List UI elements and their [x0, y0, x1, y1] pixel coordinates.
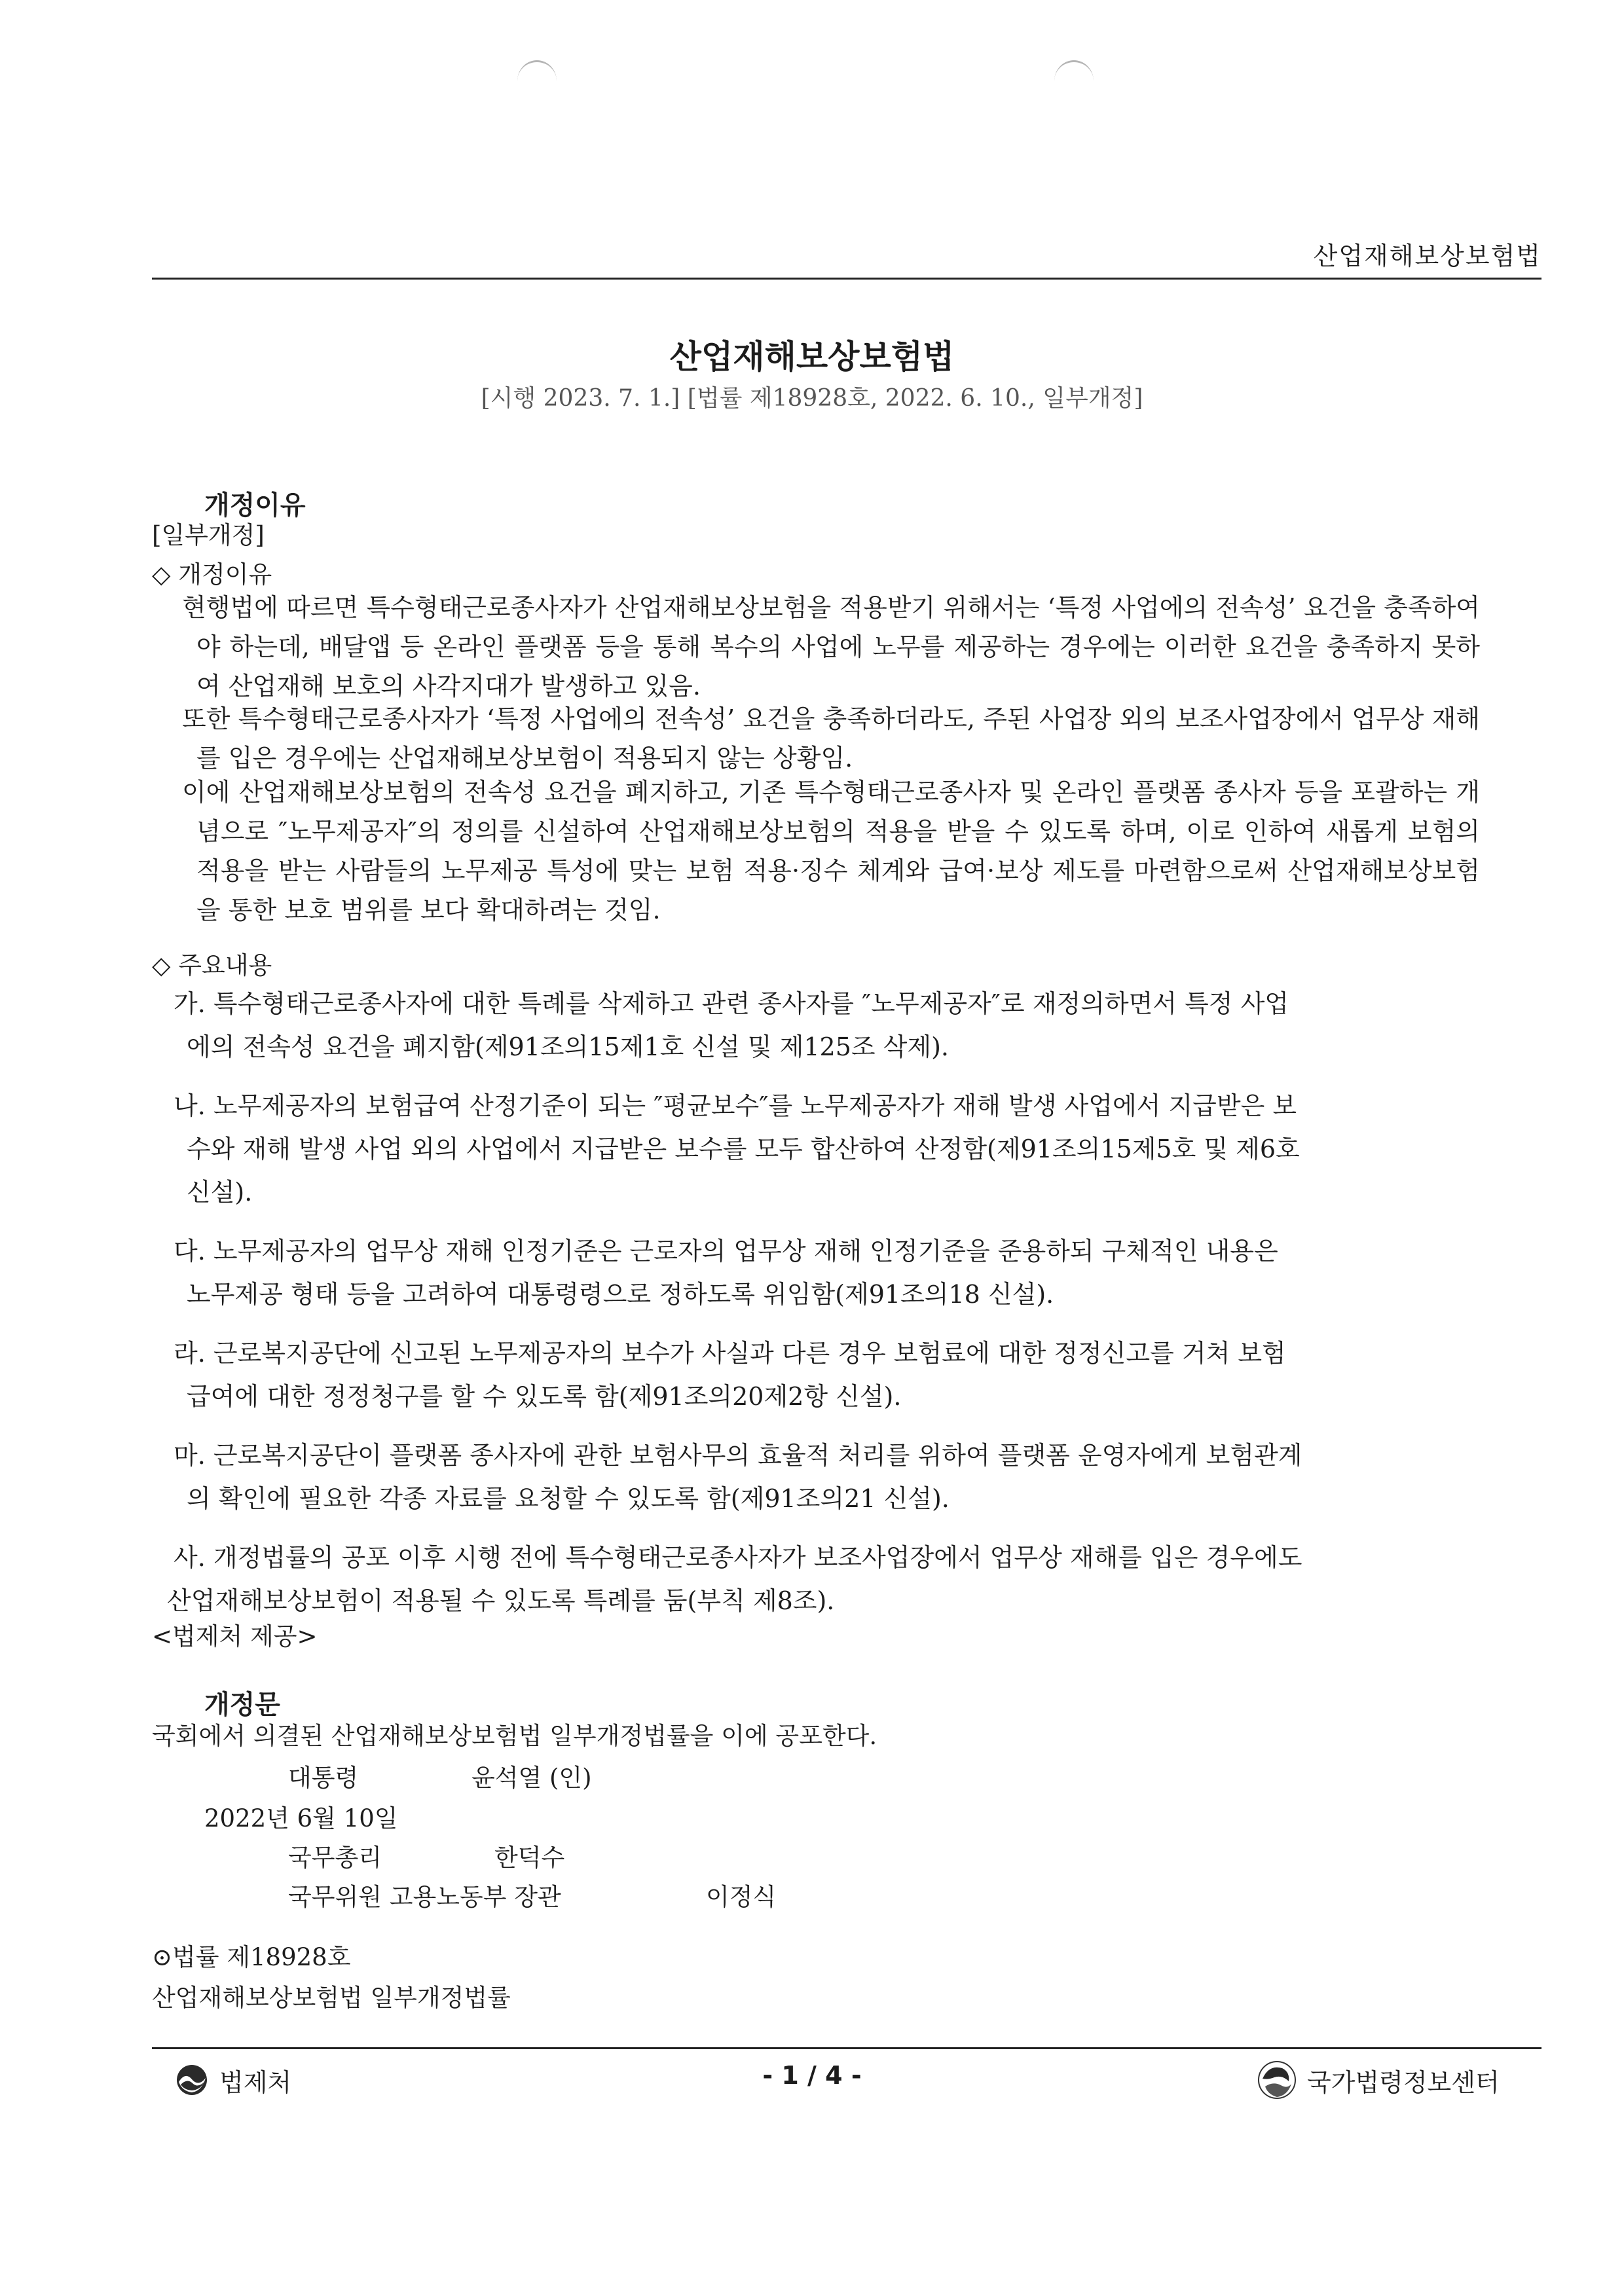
main-item-ga-line1: 가. 특수형태근로종사자에 대한 특례를 삭제하고 관련 종사자를 ″노무제공자″로 재정의하면서 특정 사업 — [174, 989, 1289, 1018]
reason-subheading: ◇ 개정이유 — [152, 560, 272, 589]
main-item-sa-line1: 사. 개정법률의 공포 이후 시행 전에 특수형태근로종사자가 보조사업장에서 업무상 재해를 입은 경우에도 — [174, 1543, 1302, 1572]
reason-type: [일부개정] — [152, 521, 265, 549]
promulgation-date: 2022년 6월 10일 — [204, 1804, 398, 1832]
main-item-ga-line2: 에의 전속성 요건을 폐지함(제91조의15제1호 신설 및 제125조 삭제). — [187, 1032, 949, 1061]
main-item-da-line1: 다. 노무제공자의 업무상 재해 인정기준은 근로자의 업무상 재해 인정기준을 준용하되 구체적인 내용은 — [174, 1237, 1278, 1266]
main-subheading: ◇ 주요내용 — [152, 951, 272, 979]
amendment-heading: 개정문 — [204, 1690, 280, 1720]
reason-paragraph-1: 현행법에 따르면 특수형태근로종사자가 산업재해보상보험을 적용받기 위해서는 ‘특정 사업에의 전속성’ 요건을 충족하여야 하는데, 배달앱 등 온라인 플랫폼 등을 통해 복수의 사업에 노무를 제공하는 경우에는 이러한 요건을 충족하지 못하여 산업재해 보호의 사각지대가 발생하고 있음. — [182, 593, 1480, 701]
minister-name: 이정식 — [706, 1883, 777, 1911]
document-subtitle: [시행 2023. 7. 1.] [법률 제18928호, 2022. 6. 10., 일부개정] — [481, 385, 1143, 412]
main-item-sa-line2: 산업재해보상보험이 적용될 수 있도록 특례를 둠(부칙 제8조). — [167, 1586, 835, 1615]
main-item-da-line2: 노무제공 형태 등을 고려하여 대통령령으로 정하도록 위임함(제91조의18 신설). — [187, 1280, 1054, 1309]
law-name: 산업재해보상보험법 일부개정법률 — [152, 1984, 511, 2012]
main-item-na-line3: 신설). — [187, 1178, 253, 1207]
minister-title: 국무위원 고용노동부 장관 — [288, 1883, 561, 1911]
promulgation-text: 국회에서 의결된 산업재해보상보험법 일부개정법률을 이에 공포한다. — [152, 1722, 877, 1750]
main-item-na-line2: 수와 재해 발생 사업 외의 사업에서 지급받은 보수를 모두 합산하여 산정함(제91조의15제5호 및 제6호 — [187, 1135, 1300, 1163]
header-rule — [152, 278, 1541, 280]
reason-heading: 개정이유 — [204, 490, 306, 520]
prime-minister-name: 한덕수 — [494, 1844, 565, 1872]
main-item-ma-line2: 의 확인에 필요한 각종 자료를 요청할 수 있도록 함(제91조의21 신설). — [187, 1484, 950, 1513]
running-header-title: 산업재해보상보험법 — [1313, 242, 1541, 270]
source-note: <법제처 제공> — [152, 1622, 318, 1650]
footer-right-label: 국가법령정보센터 — [1307, 2068, 1500, 2097]
reason-paragraph-3: 이에 산업재해보상보험의 전속성 요건을 폐지하고, 기존 특수형태근로종사자 및 온라인 플랫폼 종사자 등을 포괄하는 개념으로 ″노무제공자″의 정의를 신설하여 산업재해보상보험의 적용을 받을 수 있도록 하며, 이로 인하여 새롭게 보험의 적용을 받는 사람들의 노무제공 특성에 맞는 보험 적용·징수 체계와 급여·보상 제도를 마련함으로써 산업재해보상보험을 통한 보호 범위를 보다 확대하려는 것임. — [182, 778, 1480, 924]
footer-rule — [152, 2047, 1541, 2049]
main-item-ma-line1: 마. 근로복지공단이 플랫폼 종사자에 관한 보험사무의 효율적 처리를 위하여 플랫폼 운영자에게 보험관계 — [174, 1441, 1302, 1470]
punch-hole-left — [517, 60, 557, 101]
law-center-logo-icon — [1256, 2059, 1298, 2101]
main-item-na-line1: 나. 노무제공자의 보험급여 산정기준이 되는 ″평균보수″를 노무제공자가 재해 발생 사업에서 지급받은 보 — [174, 1091, 1297, 1120]
president-title: 대통령 — [288, 1764, 359, 1792]
main-item-ra-line1: 라. 근로복지공단에 신고된 노무제공자의 보수가 사실과 다른 경우 보험료에 대한 정정신고를 거쳐 보험 — [174, 1339, 1286, 1368]
footer-left-label: 법제처 — [219, 2068, 292, 2097]
punch-hole-right — [1054, 60, 1094, 101]
prime-minister-title: 국무총리 — [288, 1844, 382, 1872]
reason-paragraph-2: 또한 특수형태근로종사자가 ‘특정 사업에의 전속성’ 요건을 충족하더라도, 주된 사업장 외의 보조사업장에서 업무상 재해를 입은 경우에는 산업재해보상보험이 적용되지 않는 상황임. — [182, 704, 1480, 773]
document-title: 산업재해보상보험법 — [669, 338, 955, 376]
page-number: - 1 / 4 - — [762, 2061, 862, 2090]
law-number: ⊙법률 제18928호 — [152, 1943, 351, 1971]
president-name: 윤석열 (인) — [471, 1764, 592, 1792]
main-item-ra-line2: 급여에 대한 정정청구를 할 수 있도록 함(제91조의20제2항 신설). — [187, 1382, 902, 1411]
